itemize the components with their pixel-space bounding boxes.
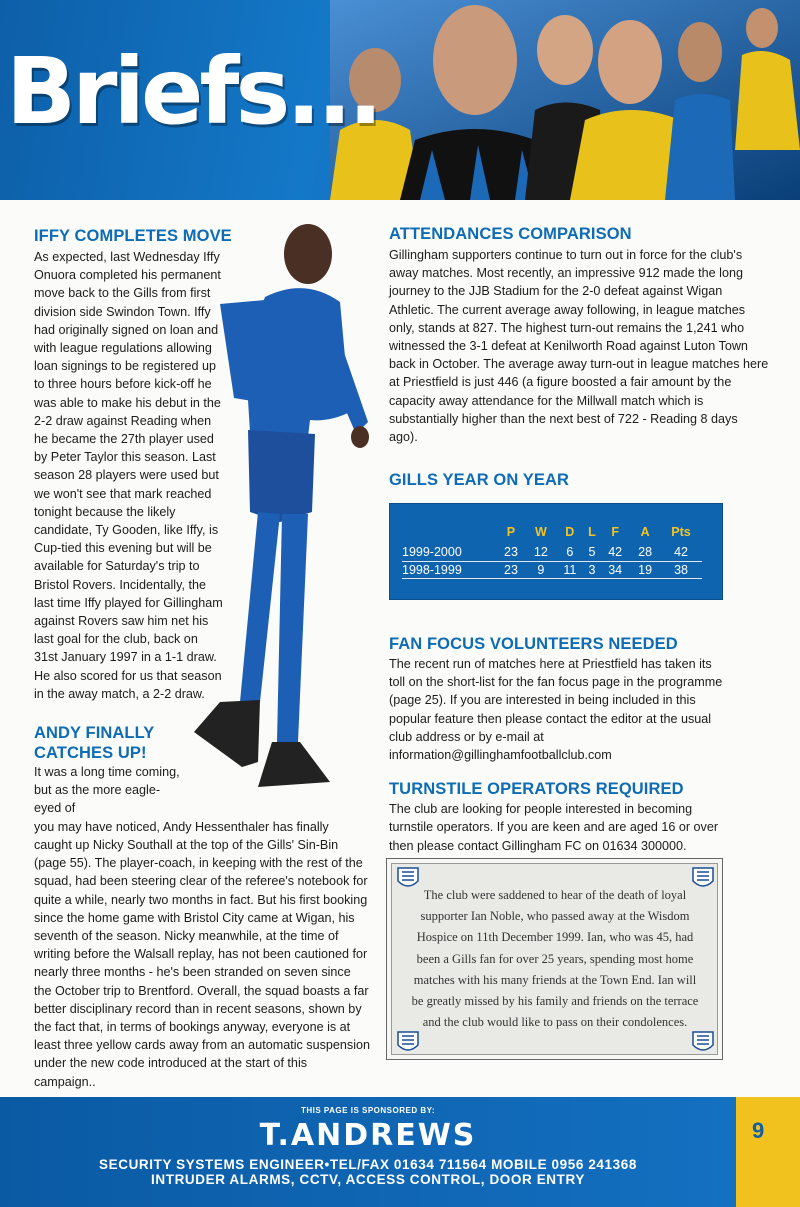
- table-cell: 42: [600, 544, 630, 561]
- heading-year-on-year: GILLS YEAR ON YEAR: [389, 471, 569, 490]
- sponsored-by-label: THIS PAGE IS SPONSORED BY:: [300, 1106, 436, 1115]
- sponsor-services-line: INTRUDER ALARMS, CCTV, ACCESS CONTROL, DOOR ENTRY: [151, 1172, 585, 1187]
- table-cell: 28: [630, 544, 660, 561]
- heading-iffy: IFFY COMPLETES MOVE: [34, 227, 232, 245]
- heading-turnstile: TURNSTILE OPERATORS REQUIRED: [389, 780, 684, 799]
- table-cell: 12: [526, 544, 556, 561]
- club-crest-icon: [397, 1031, 419, 1055]
- right-lower: [389, 634, 729, 855]
- article-andy-body: you may have noticed, Andy Hessenthaler has finally caught up Nicky Southall at the top of the Gills' Sin-Bin (page 55). The player-coach, in keeping with the rest of the squad, had been steering clear of the referee's notebook for quite a while, nearly two months in fact. But his first booking since the home game with Bristol City came at Wigan, his seventh of the season. Nicky meanwhile, at the time of writing before the Walsall replay, has not been cautioned for nearly three months - he's been stranded on seven since the October trip to Brentford. Overall, the squad boasts a far better disciplinary record than in recent seasons, shown by the fact that, in terms of bookings anyway, everyone is at least three yellow cards away from an automatic suspension under the new code introduced at the start of this campaign..: [34, 819, 370, 1089]
- page-title: Briefs...: [6, 38, 380, 145]
- table-cell: 19: [630, 561, 660, 578]
- col-header: A: [640, 525, 650, 539]
- page-number-tab: [736, 1097, 800, 1207]
- col-header: Pts: [671, 525, 691, 539]
- table-cell: 9: [526, 561, 556, 578]
- left-column: [34, 226, 370, 1091]
- table-cell: 34: [600, 561, 630, 578]
- season-cell: 1999-2000: [402, 544, 496, 561]
- year-on-year-table: [389, 503, 723, 600]
- table-cell: 38: [660, 561, 702, 578]
- season-cell: 1998-1999: [402, 561, 496, 578]
- table-cell: 23: [496, 561, 526, 578]
- article-andy-intro: It was a long time coming, but as the more eagle-eyed of: [34, 765, 180, 816]
- article-fan-focus-body: The recent run of matches here at Priestfield has taken its toll on the short-list for the fan focus page in the programme (page 25). If you are interested in being included in this popular feature then please contact the editor at the usual club address or by e-mail at: [389, 657, 723, 744]
- sponsor-name: T.ANDREWS: [259, 1118, 477, 1153]
- col-header: W: [534, 525, 547, 539]
- right-column: [389, 224, 769, 490]
- table-cell: 42: [660, 544, 702, 561]
- table-cell: 6: [556, 544, 584, 561]
- col-header: L: [588, 525, 596, 539]
- heading-attendances: ATTENDANCES COMPARISON: [389, 225, 632, 243]
- club-crest-icon: [692, 1031, 714, 1055]
- table-cell: 3: [584, 561, 600, 578]
- heading-fan-focus: FAN FOCUS VOLUNTEERS NEEDED: [389, 635, 678, 653]
- article-turnstile-body: The club are looking for people interested in becoming turnstile operators. If you are keen and are aged 16 or over then please contact Gillingham FC on 01634 300000.: [389, 802, 719, 853]
- table-cell: 11: [556, 561, 584, 578]
- col-header: P: [506, 525, 516, 539]
- sponsor-contact-line: SECURITY SYSTEMS ENGINEER•TEL/FAX 01634 711564 MOBILE 0956 241368: [99, 1157, 637, 1172]
- col-header: F: [611, 525, 619, 539]
- table-cell: 23: [496, 544, 526, 561]
- article-iffy-body: As expected, last Wednesday Iffy Onuora completed his permanent move back to the Gills from first division side Swindon Town. Iffy had originally signed on loan and with league regulations allowing loan signings to be registered up to three hours before kick-off he was able to make his debut in the 2-2 draw against Reading when he became the 27th player used by Peter Taylor this season. Last season 28 players were used but we won't see that mark reached tonight because the likely candidate, Ty Gooden, like Iffy, is Cup-tied this evening but will be available for Saturday's trip to Bristol Rovers. Incidentally, the last time Iffy played for Gillingham against Rovers saw him net his last goal for the club, back on 31st January 1997 in a 1-1 draw. He also scored for us that season in the away match, a 2-2 draw.: [34, 250, 223, 701]
- article-attendances-body: Gillingham supporters continue to turn out in force for the club's away matches. Most recently, an impressive 912 made the long journey to the JJB Stadium for the 2-0 defeat against Wigan Athletic. The current average away following, in league matches only, stands at 827. The highest turn-out remains the 1,241 who witnessed the 3-1 defeat at Kenilworth Road against Luton Town back in October. The average away turn-out in league matches here at Priestfield is just 446 (a figure boosted a fair amount by the capacity away attendance for the Millwall match which is substantially higher than the next best of 722 - Reading 8 days ago).: [389, 248, 769, 445]
- notice-text: The club were saddened to hear of the death of loyal supporter Ian Noble, who passed away at the Wisdom Hospice on 11th December 1999. Ian, who was 45, had been a Gills fan for over 25 years, spending most home matches with his many friends at the Town End. Ian will be greatly missed by his family and friends on the terrace and the club would like to pass on their condolences.: [411, 888, 699, 1030]
- table-header-season: [402, 520, 496, 544]
- condolence-notice: [386, 858, 723, 1060]
- contact-email[interactable]: information@gillinghamfootballclub.com: [389, 748, 612, 763]
- page-number: 9: [752, 1118, 765, 1143]
- col-header: D: [565, 525, 575, 539]
- table-row: [402, 561, 702, 578]
- heading-andy-2: CATCHES UP!: [34, 744, 147, 763]
- table-cell: 5: [584, 544, 600, 561]
- table-row: [402, 544, 702, 561]
- heading-andy-1: ANDY FINALLY: [34, 724, 155, 743]
- header-banner: [0, 0, 800, 200]
